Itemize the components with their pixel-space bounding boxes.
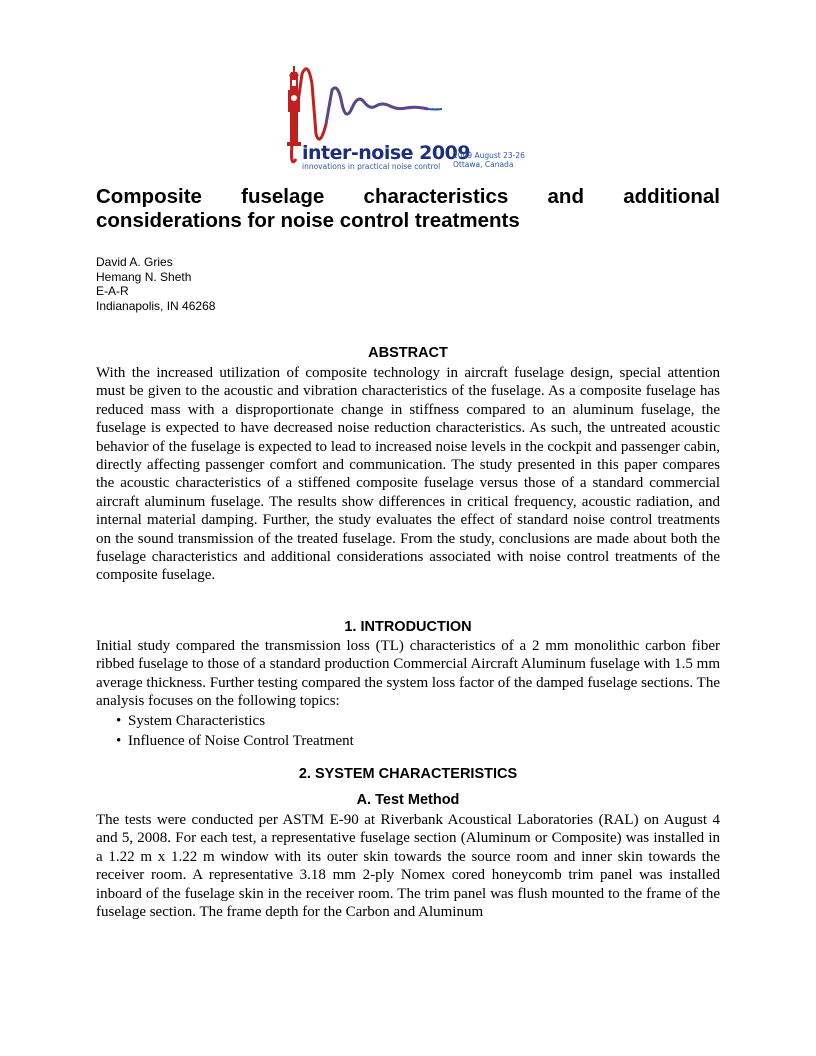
paper-title [96,185,720,233]
list-item [116,732,354,752]
paper-title-line: considerations for noise control treatments [96,209,520,232]
topic-list [116,712,354,751]
list-item-text: Influence of Noise Control Treatment [128,732,354,749]
system-characteristics-heading: 2. SYSTEM CHARACTERISTICS [298,766,518,782]
conference-logo [282,64,542,172]
list-item [116,712,354,732]
logo-date-line: 2009 August 23-26 [453,151,525,160]
logo-location-line: Ottawa, Canada [453,160,514,169]
logo-title: inter-noise 2009 [302,142,471,164]
author-line: Hemang N. Sheth [96,269,192,284]
introduction-text: Initial study compared the transmission loss (TL) characteristics of a 2 mm monolithic carbon fiber ribbed fuselage to those of a standard production Commercial Aircraft Aluminum fuselage with 1.5 mm average thickness. Further testing compared the system loss factor of the damped fuselage sections. The analysis focuses on the following topics: [96,638,720,710]
author-block [96,255,215,313]
logo-date [453,151,525,169]
address-line: Indianapolis, IN 46268 [96,298,216,313]
abstract-text: With the increased utilization of composite technology in aircraft fuselage design, special attention must be given to the acoustic and vibration characteristics of the fuselage. As a composite fuselage has reduced mass with a disproportionate change in stiffness compared to an aluminum fuselage, the fuselage is expected to have decreased noise reduction characteristics. As such, the untreated acoustic behavior of the fuselage is expected to lead to increased noise levels in the cockpit and passenger cabin, directly affecting passenger comfort and communication. The study presented in this paper compares the acoustic characteristics of a stiffened composite fuselage versus those of a standard commercial aircraft aluminum fuselage. The results show differences in critical frequency, acoustic radiation, and internal material damping. Further, the study evaluates the effect of standard noise control treatments on the sound transmission of the treated fuselage. From the study, conclusions are made about both the fuselage characteristics and additional considerations associated with noise control treatments of the composite fuselage. [96,365,720,584]
list-item-text: System Characteristics [128,713,266,729]
affiliation-line: E-A-R [96,284,129,298]
abstract-heading: ABSTRACT [368,345,448,361]
test-method-text: The tests were conducted per ASTM E-90 at Riverbank Acoustical Laboratories (RAL) on August 4 and 5, 2008. For each test, a representative fuselage section (Aluminum or Composite) was installed in a 1.22 m x 1.22 m window with its outer skin towards the source room and inner skin towards the receiver room. A representative 3.18 mm 2-ply Nomex cored honeycomb trim panel was installed inboard of the fuselage skin in the receiver room. The trim panel was flush mounted to the frame of the fuselage section. The frame depth for the Carbon and Aluminum [96,812,720,921]
author-line: David A. Gries [96,255,173,269]
introduction-heading: 1. INTRODUCTION [344,619,472,635]
paper-title-line: Composite fuselage characteristics and additional [96,185,720,208]
logo-tagline: innovations in practical noise control [302,162,441,171]
bullet-icon: • [116,713,122,729]
test-method-heading: A. Test Method [356,792,460,808]
bullet-icon: • [116,732,122,749]
